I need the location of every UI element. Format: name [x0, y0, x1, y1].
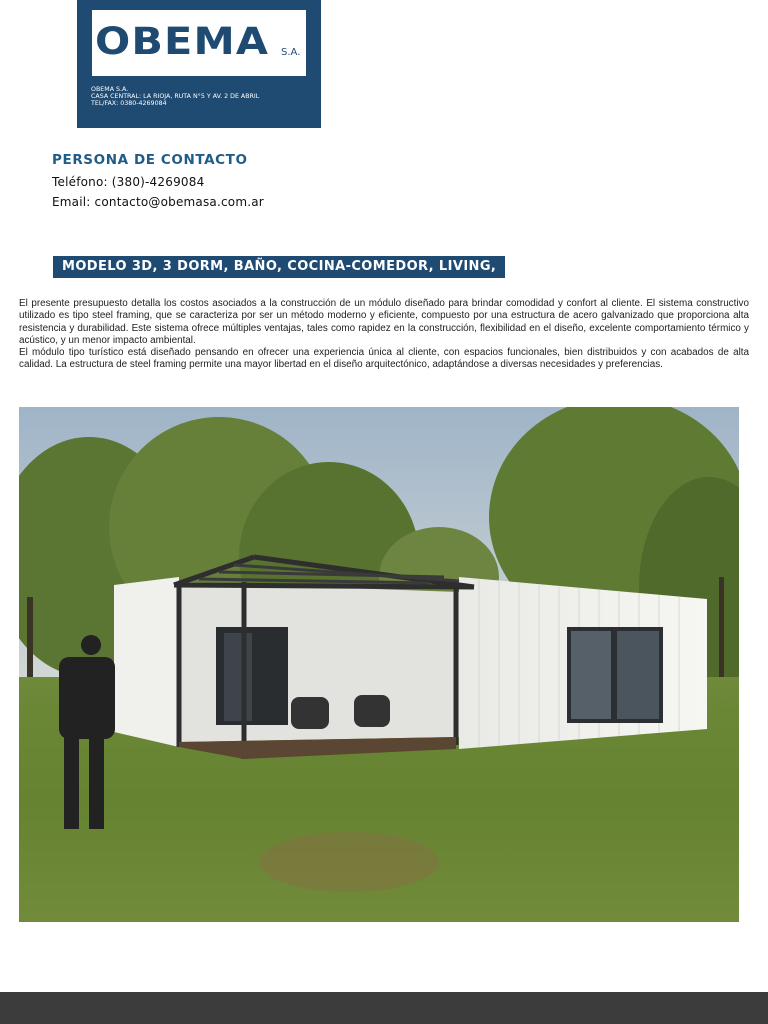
footer-bar [0, 992, 768, 1024]
description-paragraph: El módulo tipo turístico está diseñado pensando en ofrecer una experiencia única al cliente, con espacios funcionales, bien distribuidos y con acabados de alta calidad. La estructura de steel framing permite una mayor libertad en el diseño arquitectónico, adaptándose a diversas necesidades y preferencias. [19, 347, 749, 371]
brand-logo-suffix: S.A. [281, 47, 301, 58]
contact-title: PERSONA DE CONTACTO [52, 152, 248, 168]
company-info [91, 86, 311, 107]
logo-box [92, 10, 306, 76]
company-info-line: TEL/FAX: 0380-4269084 [91, 100, 167, 107]
company-info-line: OBEMA S.A. [91, 86, 129, 93]
contact-section [52, 152, 452, 215]
contact-phone: Teléfono: (380)-4269084 [52, 175, 205, 189]
logo-panel [77, 0, 321, 128]
brand-logo: OBEMA [95, 20, 270, 63]
house-render-image [19, 407, 739, 922]
contact-email[interactable]: Email: contacto@obemasa.com.ar [52, 195, 264, 209]
model-banner: MODELO 3D, 3 DORM, BAÑO, COCINA-COMEDOR, LIVING, [53, 256, 505, 278]
company-info-line: CASA CENTRAL: LA RIOJA, RUTA N°5 Y AV. 2 DE ABRIL [91, 93, 260, 100]
description-paragraph: El presente presupuesto detalla los costos asociados a la construcción de un módulo diseñado para brindar comodidad y confort al cliente. El sistema constructivo utilizado es tipo steel framing, que se caracteriza por ser un método moderno y eficiente, compuesto por una estructura de acero galvanizado que proporciona alta resistencia y durabilidad. Este sistema ofrece múltiples ventajas, tales como rapidez en la construcción, flexibilidad en el diseño, excelente comportamiento térmico y acústico, y un menor impacto ambiental. [19, 298, 749, 346]
description [19, 298, 749, 372]
